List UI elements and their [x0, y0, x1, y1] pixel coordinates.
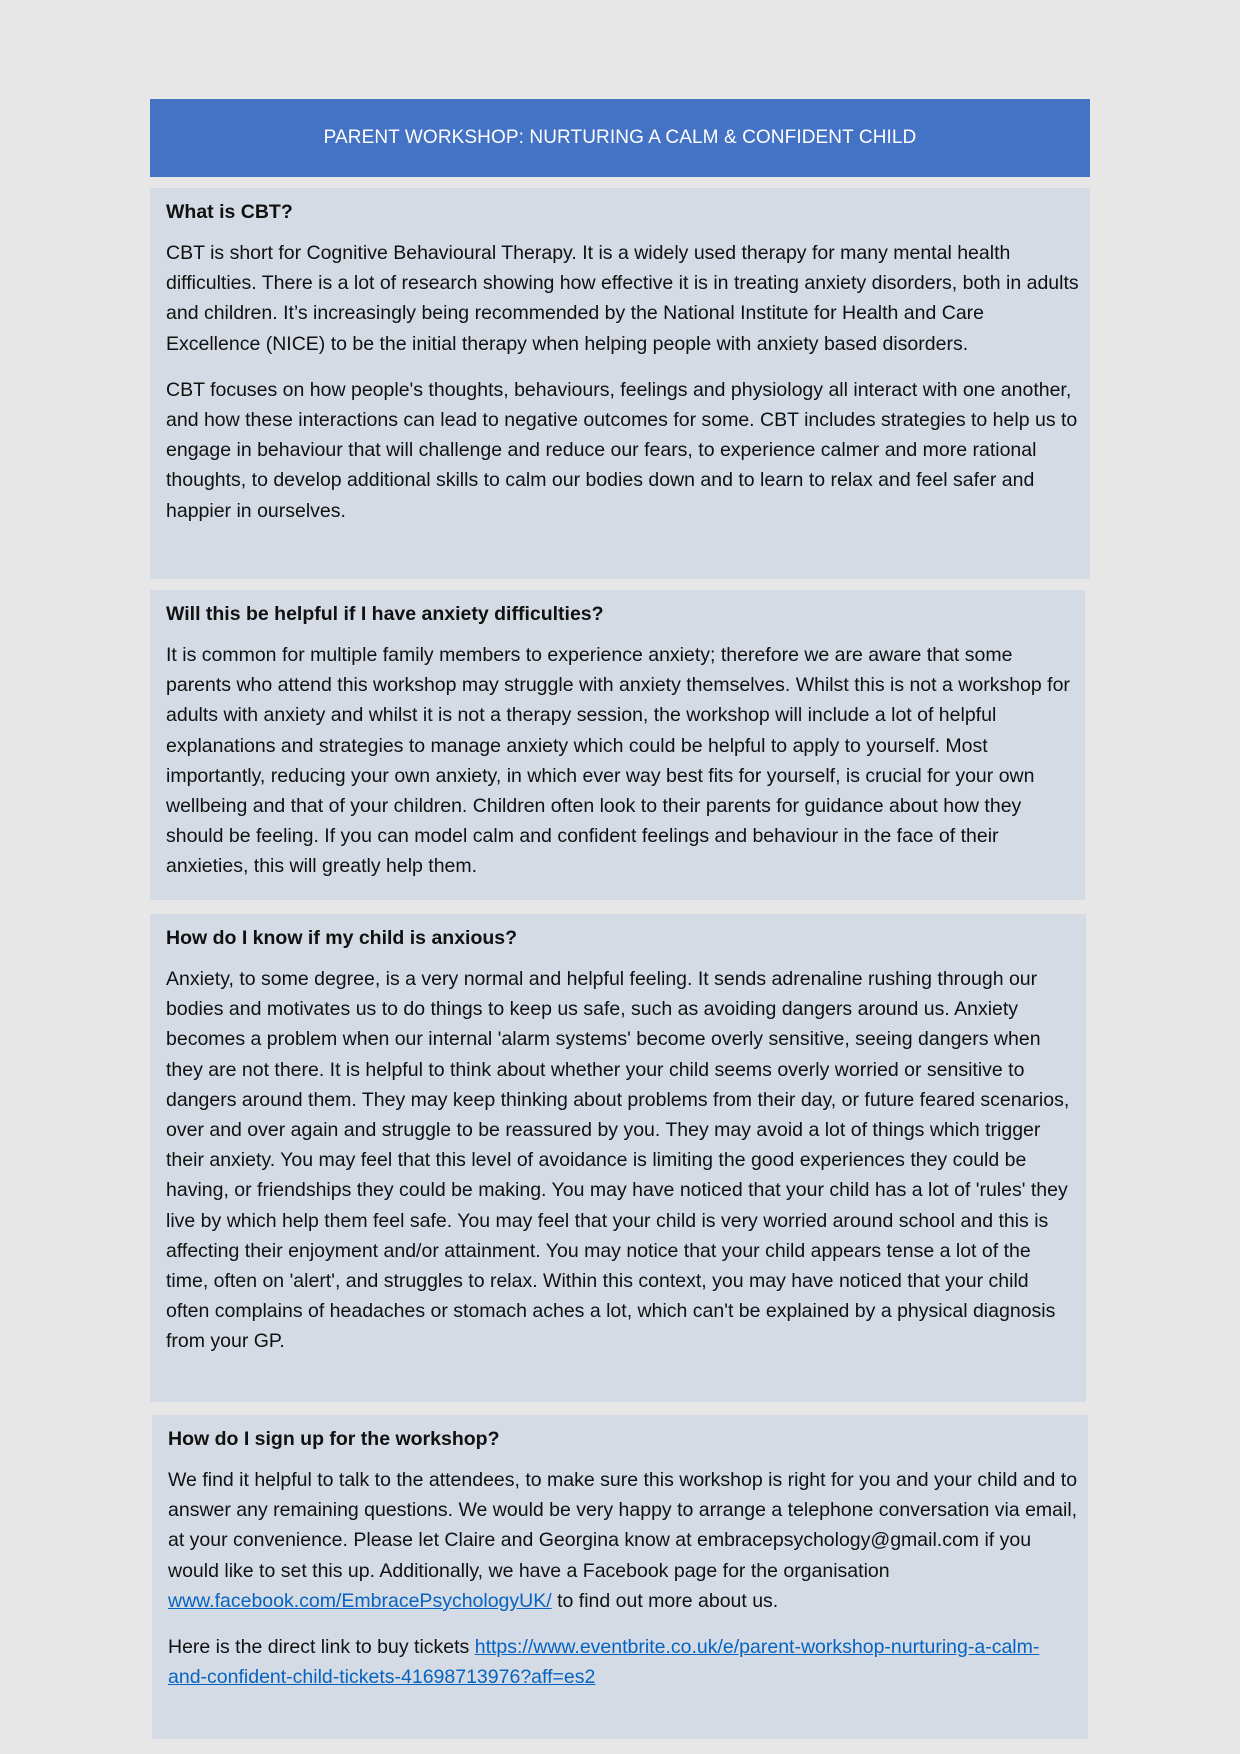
page-title: PARENT WORKSHOP: NURTURING A CALM & CONFIDENT CHILD: [323, 127, 917, 148]
page-title-banner: [150, 99, 1090, 177]
section-sign-up: [152, 1415, 1088, 1739]
section-anxiety-difficulties: [150, 590, 1085, 900]
section-heading: How do I know if my child is anxious?: [166, 927, 518, 949]
signup-text: We find it helpful to talk to the attendees, to make sure this workshop is right for you and your child and to answer any remaining questions. We would be very happy to arrange a telephone conversation via email, at your convenience. Please let Claire and Georgina know at embracepsychology@gmail.com if you would like to set this up. Additionally, we have a Facebook page for the organisation: [168, 1469, 1078, 1582]
section-heading: How do I sign up for the workshop?: [168, 1428, 500, 1450]
facebook-link[interactable]: www.facebook.com/EmbracePsychologyUK/: [168, 1589, 552, 1612]
section-what-is-cbt: [150, 188, 1090, 579]
section-paragraph: [168, 1632, 1078, 1692]
section-heading: What is CBT?: [166, 201, 293, 223]
section-paragraph: It is common for multiple family members to experience anxiety; therefore we are aware that some parents who attend this workshop may struggle with anxiety themselves. Whilst this is not a workshop for adults with anxiety and whilst it is not a therapy session, the workshop will include a lot of helpful explanations and strategies to manage anxiety which could be helpful to apply to yourself. Most importantly, reducing your own anxiety, in which ever way best fits for yourself, is crucial for your own wellbeing and that of your children. Children often look to their parents for guidance about how they should be feeling. If you can model calm and confident feelings and behaviour in the face of their anxieties, this will greatly help them.: [166, 644, 1070, 878]
section-paragraph: CBT focuses on how people's thoughts, behaviours, feelings and physiology all interact with one another, and how these interactions can lead to negative outcomes for some. CBT includes strategies to help us to engage in behaviour that will challenge and reduce our fears, to experience calmer and more rational thoughts, to develop additional skills to calm our bodies down and to learn to relax and feel safer and happier in ourselves.: [166, 378, 1078, 522]
section-heading: Will this be helpful if I have anxiety difficulties?: [166, 603, 604, 625]
section-paragraph: Anxiety, to some degree, is a very normal and helpful feeling. It sends adrenaline rushing through our bodies and motivates us to do things to keep us safe, such as avoiding dangers around us. Anxiety becomes a problem when our internal 'alarm systems' become overly sensitive, seeing dangers when they are not there. It is helpful to think about whether your child seems overly worried or sensitive to dangers around them. They may keep thinking about problems from their day, or future feared scenarios, over and over again and struggle to be reassured by you. They may avoid a lot of things which trigger their anxiety. You may feel that this level of avoidance is limiting the good experiences they could be having, or friendships they could be making. You may have noticed that your child has a lot of 'rules' they live by which help them feel safe. You may feel that your child is very worried around school and this is affecting their enjoyment and/or attainment. You may notice that your child appears tense a lot of the time, often on 'alert', and struggles to relax. Within this context, you may have noticed that your child often complains of headaches or stomach aches a lot, which can't be explained by a physical diagnosis from your GP.: [166, 968, 1070, 1353]
section-child-anxious: [150, 914, 1086, 1402]
eventbrite-tickets-link[interactable]: https://www.eventbrite.co.uk/e/parent-workshop-nurturing-a-calm-and-confident-child-tickets-41698713976?aff=es2: [168, 1636, 1040, 1689]
signup-text-end: to find out more about us.: [551, 1589, 779, 1612]
tickets-text: Here is the direct link to buy tickets: [168, 1636, 475, 1659]
section-paragraph: CBT is short for Cognitive Behavioural Therapy. It is a widely used therapy for many mental health difficulties. There is a lot of research showing how effective it is in treating anxiety disorders, both in adults and children. It’s increasingly being recommended by the National Institute for Health and Care Excellence (NICE) to be the initial therapy when helping people with anxiety based disorders.: [166, 242, 1079, 355]
section-paragraph: [168, 1465, 1078, 1616]
